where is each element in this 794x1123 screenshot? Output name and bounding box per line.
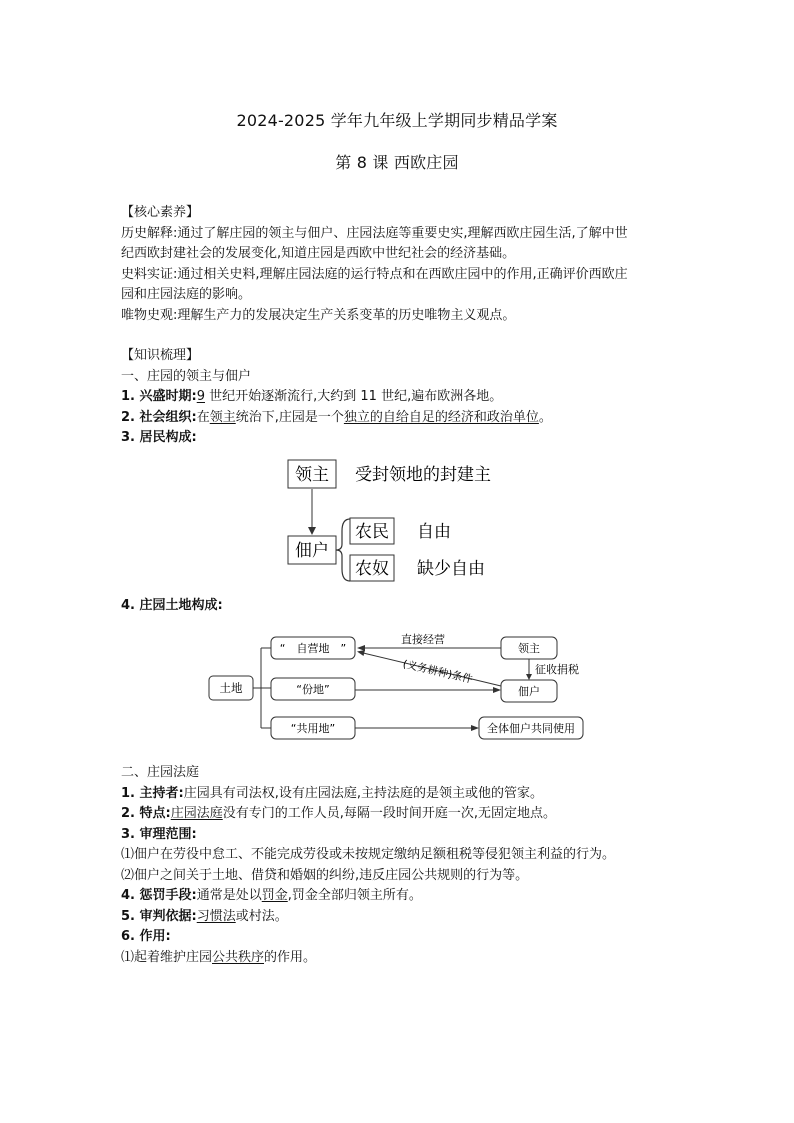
item-text: 或村法。 [235, 908, 288, 924]
court-role-label: 6. 作用: [121, 929, 171, 944]
history-explanation-line1: 历史解释:通过了解庄园的领主与佃户、庄园法庭等重要史实,理解西欧庄园生活,了解中世 [121, 225, 628, 241]
arrow-head [308, 527, 316, 535]
court-punishment [121, 886, 681, 907]
item-text: 统治下,庄园是一个 [235, 409, 344, 425]
core-literacy-section [121, 203, 681, 326]
direct-label: 直接经营 [401, 633, 445, 646]
serf-label: 农奴 [355, 559, 389, 579]
item-text: 通常是处以 [196, 888, 262, 903]
item-text: 在 [196, 409, 210, 425]
item-label: 2. 社会组织: [121, 409, 197, 425]
court-basis [121, 907, 681, 928]
land-heading-block [121, 596, 681, 617]
knowledge-heading: 【知识梳理】 [121, 348, 200, 363]
item-text: ,罚金全部归领主所有。 [287, 888, 422, 903]
item-text: 世纪开始逐渐流行,大约到 11 世纪,遍布欧洲各地。 [205, 389, 503, 404]
court-scope-label: 3. 审理范围: [121, 826, 197, 842]
history-explanation-line2: 纪西欧封建社会的发展变化,知道庄园是西欧中世纪社会的经济基础。 [121, 246, 516, 261]
core-heading: 【核心素养】 [121, 205, 200, 220]
item-label: 1. 主持者: [121, 785, 184, 801]
lord-description: 受封领地的封建主 [355, 465, 491, 485]
item-text: 。 [538, 409, 552, 425]
materialism-line: 唯物史观:理解生产力的发展决定生产关系变革的历史唯物主义观点。 [121, 307, 516, 323]
lord-label: 领主 [295, 465, 329, 485]
item-prosperity [121, 387, 681, 408]
item-social-organization [121, 408, 681, 429]
all-tenants-label: 全体佃户共同使用 [487, 722, 575, 735]
land-label: 土地 [219, 681, 243, 695]
arrow-head [493, 687, 501, 693]
item-label: 1. 兴盛时期: [121, 389, 197, 404]
underlined-answer: 庄园法庭 [170, 806, 223, 821]
brace [336, 519, 350, 581]
peasant-description: 自由 [417, 522, 451, 542]
arrow-head [526, 674, 532, 680]
share-land-label: “份地” [296, 683, 330, 696]
item-label: 4. 惩罚手段: [121, 888, 197, 903]
item-land-label: 4. 庄园土地构成: [121, 598, 223, 613]
underlined-answer: 领主 [209, 409, 236, 425]
underlined-answer: 公共秩序 [212, 949, 265, 965]
knowledge-section [121, 346, 681, 449]
tax-label: 征收捐税 [535, 663, 579, 676]
underlined-answer: 独立的自给自足的经济和政治单位 [343, 409, 539, 425]
court-scope-a: ⑴佃户在劳役中怠工、不能完成劳役或未按规定缴纳足额租税等侵犯领主利益的行为。 [121, 847, 616, 862]
court-scope-b: ⑵佃户之间关于土地、借贷和婚姻的纠纷,违反庄园公共规则的行为等。 [121, 867, 529, 883]
tenant-label: 佃户 [295, 541, 329, 561]
document-title: 2024-2025 学年九年级上学期同步精品学案 [236, 111, 558, 130]
arrow-head [357, 645, 365, 651]
court-role-a [121, 948, 681, 969]
common-land-label: “共用地” [290, 722, 336, 735]
item-residents-label: 3. 居民构成: [121, 430, 197, 445]
demesne-label: “ 自营地 ” [279, 642, 347, 655]
underlined-answer: 9 [196, 389, 205, 404]
evidence-line1: 史料实证:通过相关史料,理解庄园法庭的运行特点和在西欧庄园中的作用,正确评价西欧庄 [121, 266, 628, 282]
evidence-line2: 园和庄园法庭的影响。 [121, 287, 252, 302]
arrow-head [357, 650, 365, 656]
item-text: 庄园具有司法权,设有庄园法庭,主持法庭的是领主或他的管家。 [183, 785, 543, 801]
section-two-heading: 二、庄园法庭 [121, 765, 200, 780]
item-text: 没有专门的工作人员,每隔一段时间开庭一次,无固定地点。 [222, 806, 556, 821]
item-text: ⑴起着维护庄园 [121, 949, 213, 965]
underlined-answer: 罚金 [261, 888, 288, 903]
item-label: 2. 特点: [121, 806, 171, 821]
court-host [121, 784, 681, 805]
tenant-node-label: 佃户 [518, 685, 540, 698]
lord-node-label: 领主 [518, 642, 540, 655]
peasant-label: 农民 [355, 522, 389, 542]
item-text: 的作用。 [264, 949, 317, 965]
duty-label: (义务耕种)条件 [401, 658, 474, 686]
section-one-heading: 一、庄园的领主与佃户 [121, 368, 252, 384]
underlined-answer: 习惯法 [196, 908, 236, 924]
land-diagram [205, 628, 595, 746]
arrow-head [471, 725, 479, 731]
residents-diagram [280, 455, 540, 590]
court-section [121, 763, 681, 968]
court-features [121, 804, 681, 825]
lesson-title: 第 8 课 西欧庄园 [335, 153, 459, 172]
serf-description: 缺少自由 [417, 559, 485, 579]
item-label: 5. 审判依据: [121, 908, 197, 924]
